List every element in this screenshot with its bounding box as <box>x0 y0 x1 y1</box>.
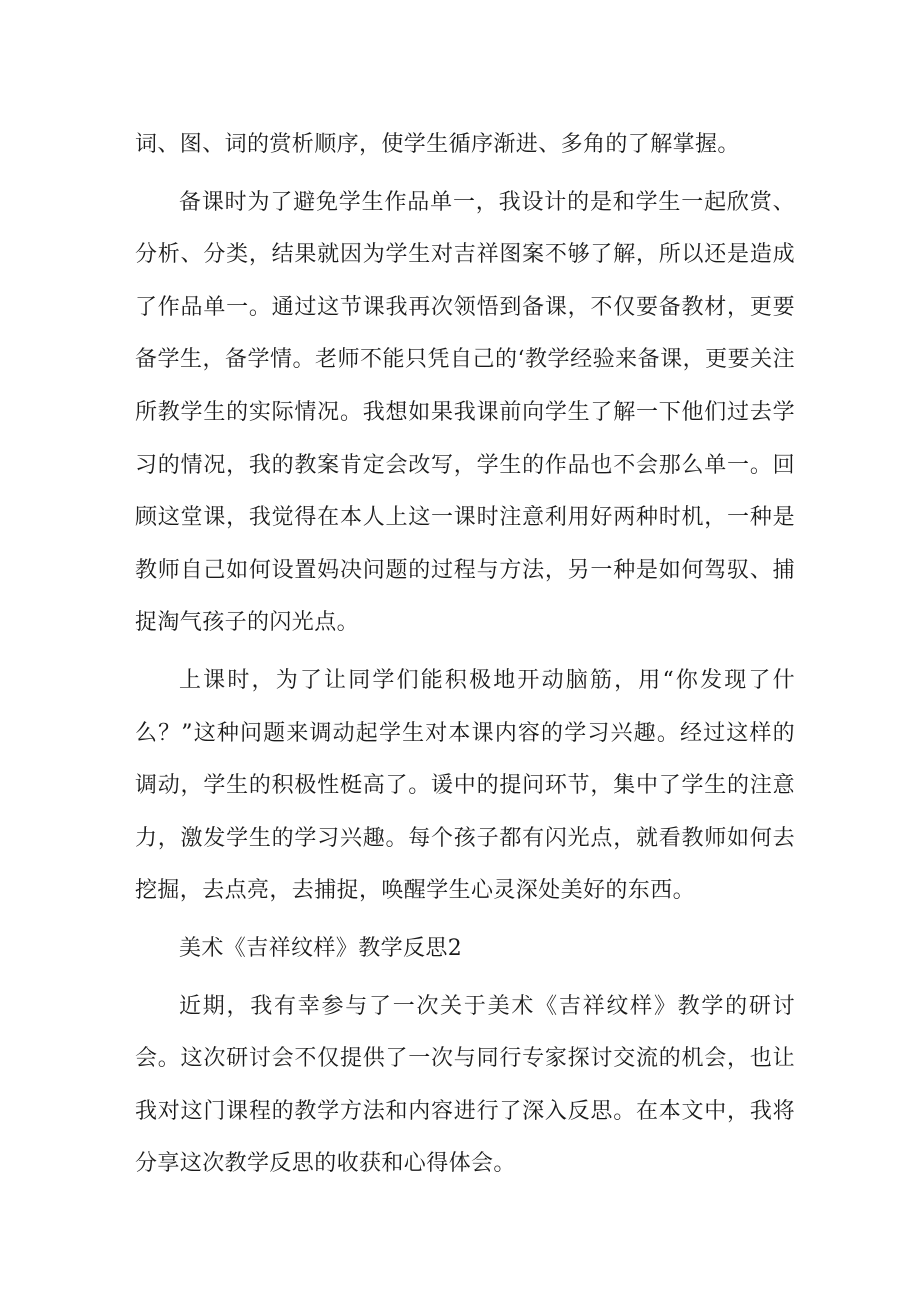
document-page <box>135 119 795 1191</box>
paragraph-seminar: 近期，我有幸参与了一次关于美术《吉祥纹样》教学的研讨会。这次研讨会不仅提供了一次与同行专家探讨交流的机会，也让我对这门课程的教学方法和内容进行了深入反思。在本文中，我将分享这次教学反思的收获和心得体会。 <box>135 993 795 1177</box>
section-title: 美术《吉祥纹样》教学反思2 <box>179 935 463 961</box>
paragraph-classroom-questions: 上课时，为了让同学们能积极地开动脑筋，用“你发现了什么？”这种问题来调动起学生对本课内容的学习兴趣。经过这样的调动，学生的积极性梃高了。谖中的提问环节，集中了学生的注意力，激发学生的学习兴趣。每个孩子都有闪光点，就看教师如何去挖掘，去点亮，去捕捉，唤醒学生心灵深处美好的东西。 <box>135 667 795 904</box>
paragraph-continuation: 词、图、词的赏析顺序，使学生循序渐进、多角的了解掌握。 <box>135 132 740 157</box>
paragraph-lesson-preparation: 备课时为了避免学生作品单一，我设计的是和学生一起欣赏、分析、分类，结果就因为学生对吉祥图案不够了解，所以还是造成了作品单一。通过这节课我再次领悟到备课，不仅要备教材，更要备学生，备学情。老师不能只凭自己的‘教学经验来备课，更要关注所教学生的实际情况。我想如果我课前向学生了解一下他们过去学习的情况，我的教案肯定会改写，学生的作品也不会那么单一。回顾这堂课，我觉得在本人上这一课时注意利用好两种时机，一种是教师自己如何设置妈决问题的过程与方法，另一种是如何驾驭、捕捉淘气孩子的闪光点。 <box>135 189 795 636</box>
